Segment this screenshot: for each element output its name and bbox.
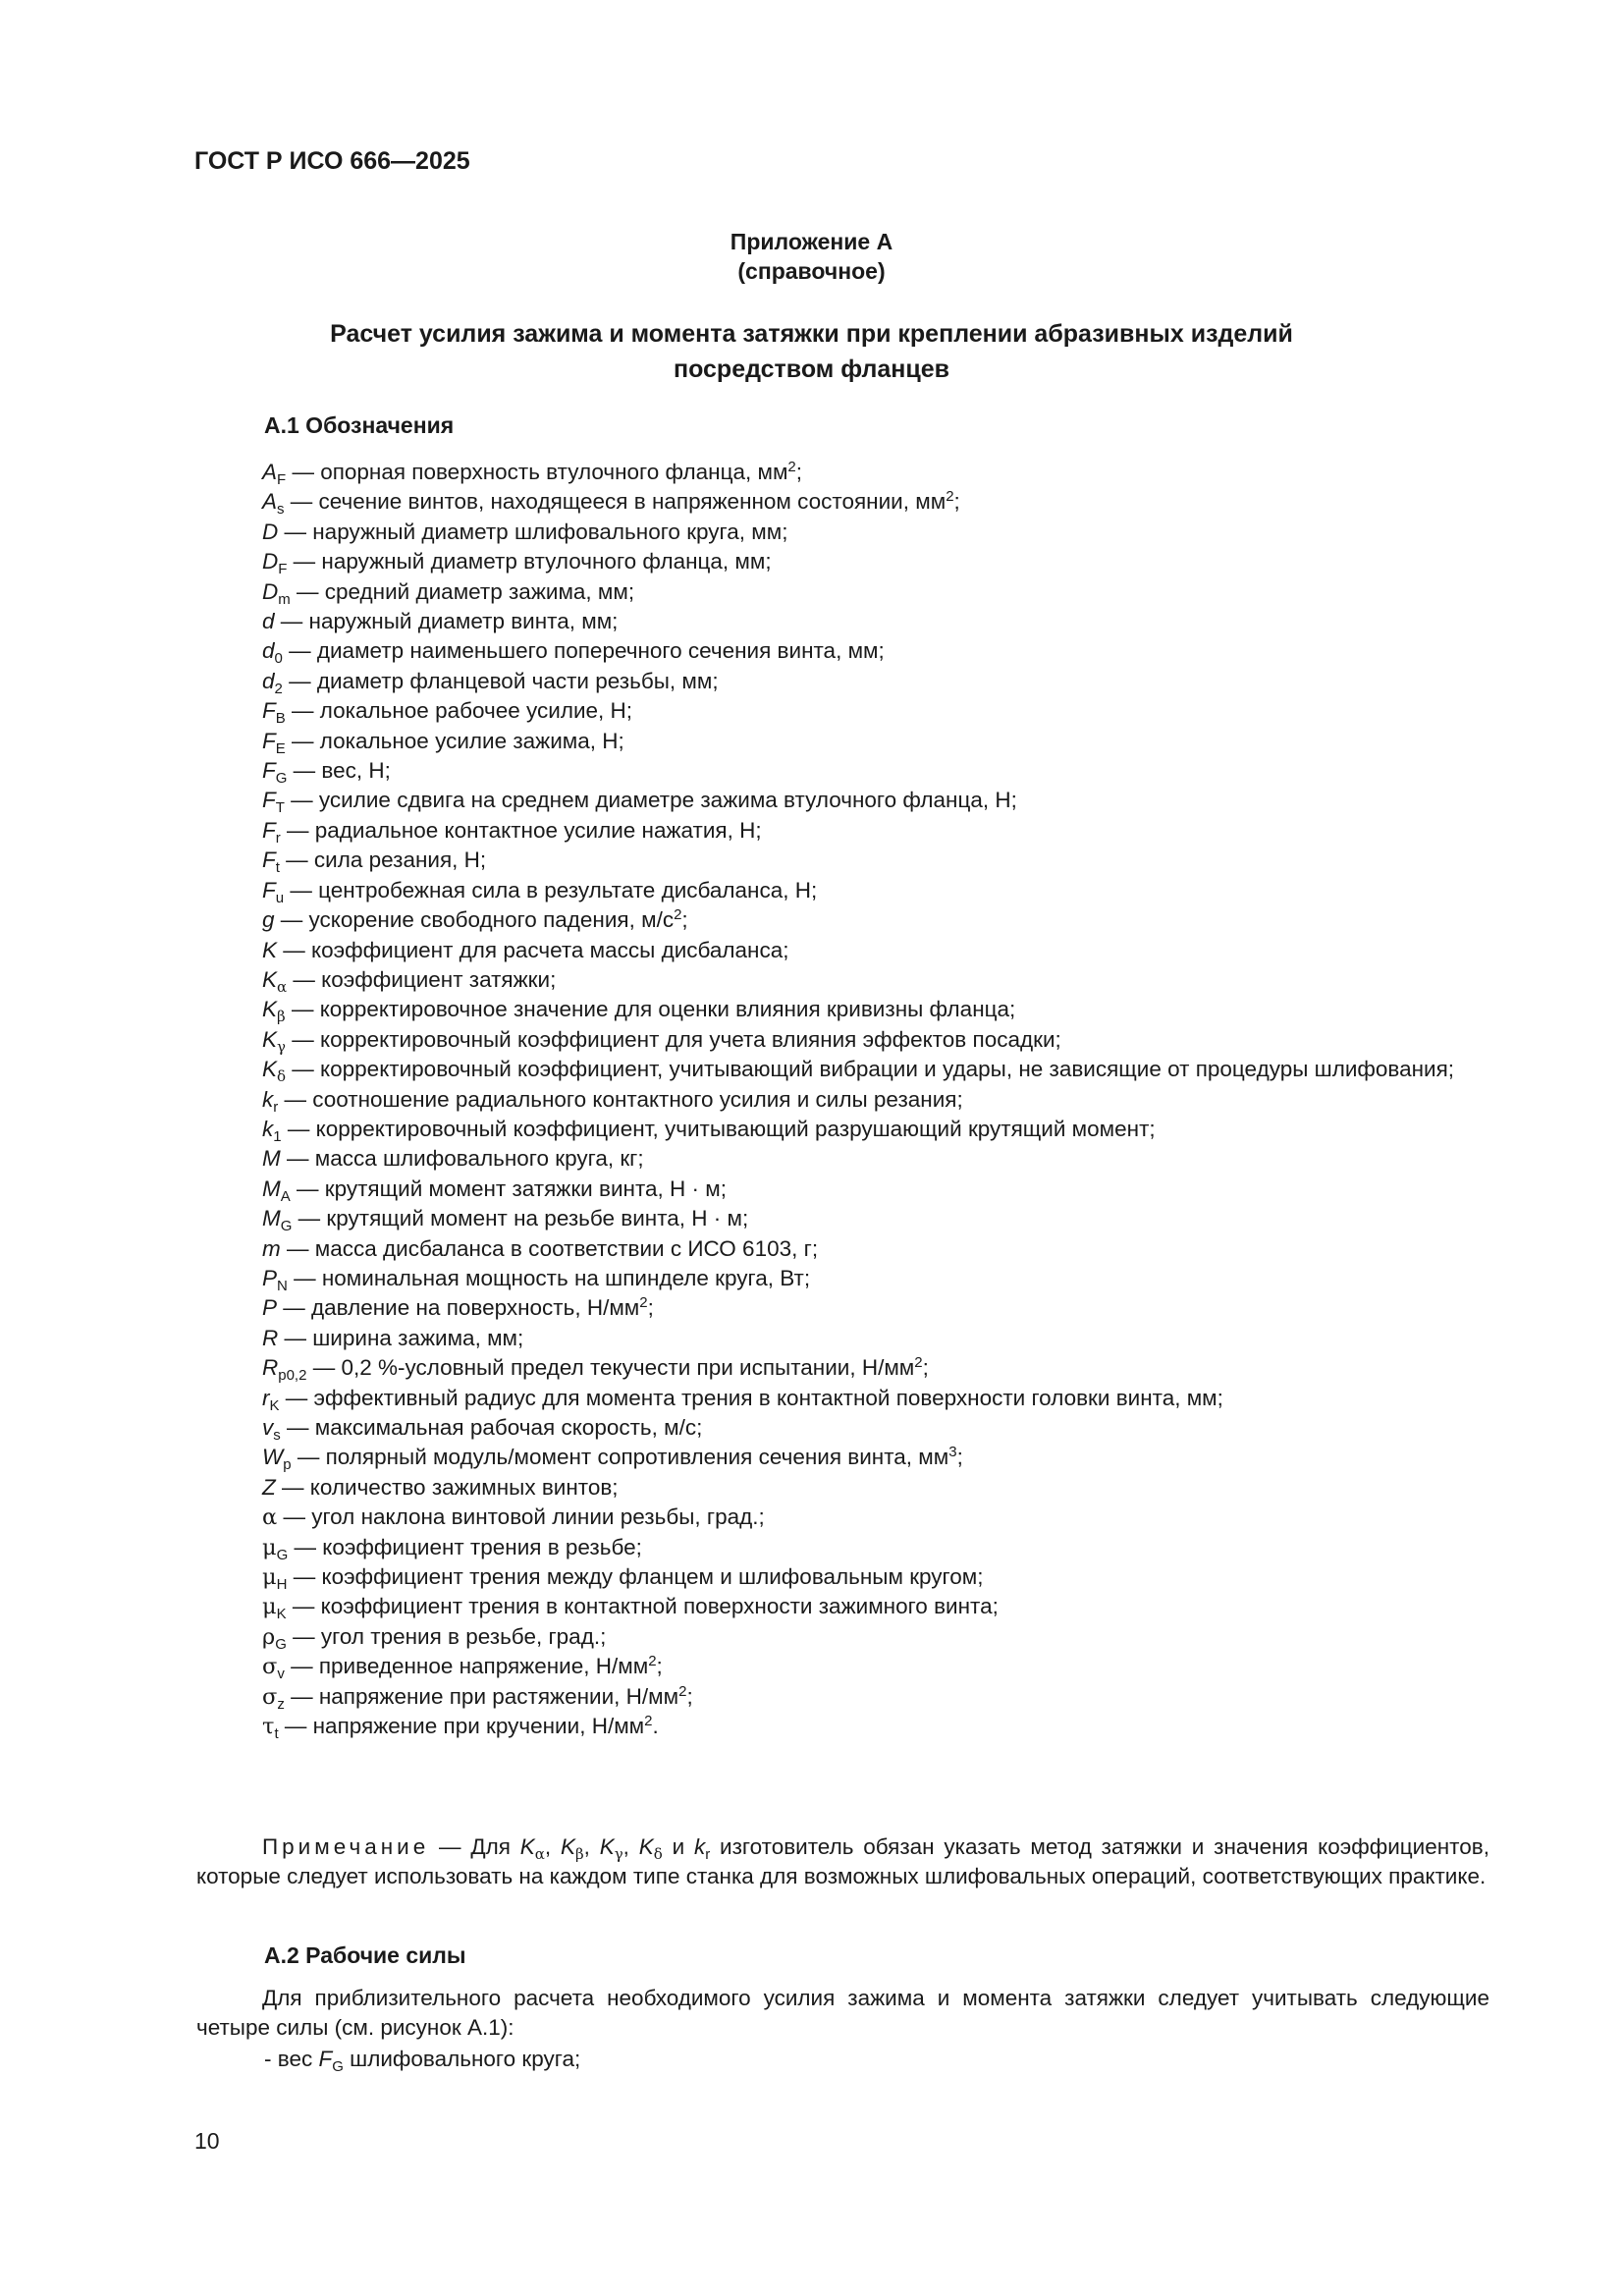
symbol-item: $P_N$ — номинальная мощность на шпинделе круга, Вт; [262, 1265, 811, 1294]
symbol-item: $\sigma_v$ — приведенное напряжение, $Н/мм^2$; [262, 1653, 663, 1683]
symbol-item: α — угол наклона винтовой линии резьбы, град.; [262, 1504, 765, 1531]
note-label: Примечание [262, 1834, 430, 1859]
standard-header: ГОСТ Р ИСО 666—2025 [194, 147, 470, 175]
page-number: 10 [194, 2128, 220, 2154]
symbol-item: D — наружный диаметр шлифовального круга, мм; [262, 519, 788, 544]
symbol-item: $\tau_t$ — напряжение при кручении, $Н/мм^2$. [262, 1713, 659, 1743]
annex-title-line-1: Расчет усилия зажима и момента затяжки при креплении абразивных изделий [330, 320, 1293, 348]
symbol-item: $d_0$ — диаметр наименьшего поперечного сечения винта, мм; [262, 638, 885, 668]
annex-label: Приложение А [730, 229, 893, 254]
symbol-item: $F_t$ — сила резания, Н; [262, 847, 487, 877]
symbol-item: M — масса шлифовального круга, кг; [262, 1146, 644, 1172]
annex-title [0, 316, 1623, 387]
symbol-item: $\mu_H$ — коэффициент трения между фланцем и шлифовальным кругом; [262, 1564, 984, 1594]
symbol-item: $F_r$ — радиальное контактное усилие нажатия, Н; [262, 817, 762, 847]
symbol-item: $\sigma_z$ — напряжение при растяжении, $Н/мм^2$; [262, 1682, 693, 1713]
symbol-item: K — коэффициент для расчета массы дисбаланса; [262, 937, 789, 962]
symbol-item: R — ширина зажима, мм; [262, 1325, 524, 1350]
symbol-item: $F_T$ — усилие сдвига на среднем диаметре зажима втулочного фланца, Н; [262, 788, 1017, 817]
symbol-item: $R_{p0,2}$ — 0,2 %-условный предел текучести при испытании, $Н/мм^2$; [262, 1354, 929, 1385]
symbol-item: $k_r$ — соотношение радиального контактного усилия и силы резания; [262, 1086, 963, 1116]
symbol-item: $v_s$ — максимальная рабочая скорость, м/с; [262, 1415, 703, 1444]
symbol-item: m — масса дисбаланса в соответствии с ИСО 6103, г; [262, 1235, 819, 1261]
annex-heading [0, 227, 1623, 286]
symbol-item: $W_p$ — полярный модуль/момент сопротивления сечения винта, $мм^3$; [262, 1444, 963, 1474]
symbol-item: $K_\delta$ — корректировочный коэффициент, учитывающий вибрации и удары, не зависящие от процедуры шлифования; [262, 1057, 1455, 1086]
symbol-item: $F_u$ — центробежная сила в результате дисбаланса, Н; [262, 877, 818, 906]
symbol-item: $A_s$ — сечение винтов, находящееся в напряженном состоянии, $мм^2$; [262, 488, 960, 519]
symbol-item: $\rho_G$ — угол трения в резьбе, град.; [262, 1623, 607, 1653]
symbol-item: $\mu_K$ — коэффициент трения в контактной поверхности зажимного винта; [262, 1594, 999, 1623]
symbol-item: Z — количество зажимных винтов; [262, 1474, 619, 1500]
symbol-item: g — ускорение свободного падения, $м/с^2$; [262, 906, 688, 933]
symbol-item: $r_K$ — эффективный радиус для момента трения в контактной поверхности головки винта, мм; [262, 1385, 1223, 1414]
symbol-item: $M_G$ — крутящий момент на резьбе винта, Н · м; [262, 1206, 749, 1235]
section-a2-paragraph: Для приблизительного расчета необходимого усилия зажима и момента затяжки следует учитывать следующие четыре силы (см. рисунок А.1): [196, 1986, 1489, 2041]
section-heading-a2: А.2 Рабочие силы [264, 1942, 466, 1968]
bullet-item: - вес $F_G$ шлифовального круга; [264, 2047, 581, 2075]
note: Примечание — Для $K_\alpha$, $K_\beta$, $K_\gamma$, $K_\delta$ и $k_r$ изготовитель обязан указать метод затяжки и значения коэффициентов, которые следует использовать на каждом типе станка для возможных шлифовальных операций, соответствующих практике. [196, 1834, 1489, 1889]
symbol-item: $F_B$ — локальное рабочее усилие, Н; [262, 698, 633, 728]
symbol-item: $F_E$ — локальное усилие зажима, Н; [262, 728, 624, 757]
symbol-item: $k_1$ — корректировочный коэффициент, учитывающий разрушающий крутящий момент; [262, 1116, 1156, 1145]
annex-title-line-2: посредством фланцев [673, 355, 949, 383]
symbol-item: d — наружный диаметр винта, мм; [262, 609, 619, 634]
symbol-item: $\mu_G$ — коэффициент трения в резьбе; [262, 1534, 642, 1563]
symbols-list [196, 458, 1489, 1741]
symbol-item: $K_\gamma$ — корректировочный коэффициент для учета влияния эффектов посадки; [262, 1026, 1061, 1056]
symbol-item: $M_A$ — крутящий момент затяжки винта, Н · м; [262, 1175, 727, 1205]
symbol-item: $K_\beta$ — корректировочное значение для оценки влияния кривизны фланца; [262, 997, 1016, 1026]
annex-type: (справочное) [737, 258, 886, 284]
symbol-item: $F_G$ — вес, Н; [262, 758, 391, 788]
section-heading-a1: А.1 Обозначения [264, 412, 455, 438]
symbol-item: $D_m$ — средний диаметр зажима, мм; [262, 578, 635, 608]
note-text: изготовитель обязан указать метод затяжки и значения коэффициентов, которые следует использовать на каждом типе станка для возможных шлифовальных операций, соответствующих практике. [196, 1834, 1489, 1889]
symbol-item: $K_\alpha$ — коэффициент затяжки; [262, 966, 557, 996]
symbol-item: $d_2$ — диаметр фланцевой части резьбы, мм; [262, 668, 719, 697]
symbol-item: P — давление на поверхность, $Н/мм^2$; [262, 1294, 654, 1321]
symbol-item: $D_F$ — наружный диаметр втулочного фланца, мм; [262, 549, 772, 578]
symbol-item: $A_F$ — опорная поверхность втулочного фланца, $мм^2$; [262, 459, 803, 488]
